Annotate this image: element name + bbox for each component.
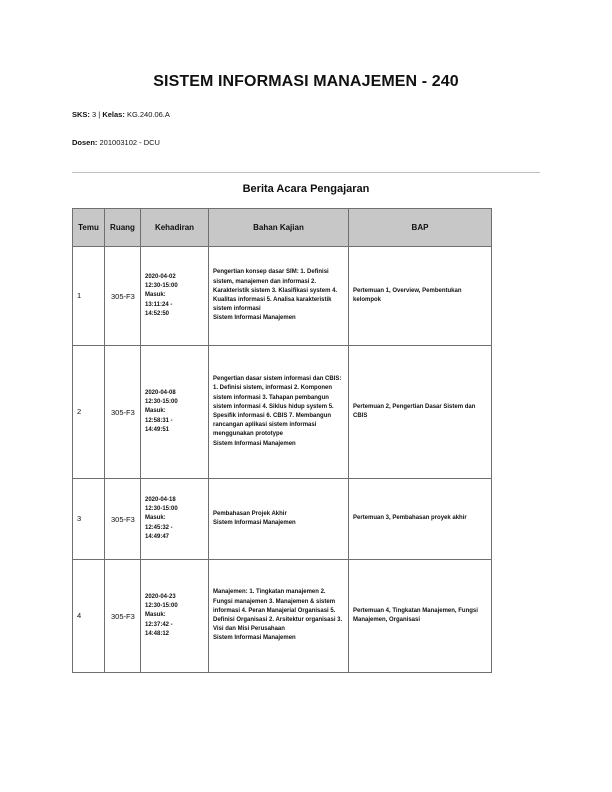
table-row — [73, 479, 492, 560]
ruang-cell: 305-F3 — [105, 479, 141, 560]
kehadiran-in: 12:58:31 - — [145, 417, 173, 424]
course-name: Sistem Informasi Manajemen — [213, 315, 296, 322]
sks-value: 3 — [92, 110, 97, 119]
temu-cell: 2 — [73, 346, 105, 479]
bap-cell: Pertemuan 1, Overview, Pembentukan kelompok — [349, 247, 492, 346]
kehadiran-in: 13:11:24 - — [145, 301, 173, 308]
section-title: Berita Acara Pengajaran — [242, 183, 370, 195]
kehadiran-cell — [141, 247, 209, 346]
bap-cell: Pertemuan 3, Pembahasan proyek akhir — [349, 479, 492, 560]
kehadiran-date: 2020-04-08 — [145, 389, 176, 396]
kehadiran-time: 12:30-15:00 — [145, 283, 178, 290]
table-row — [73, 247, 492, 346]
kehadiran-out: 14:49:51 — [145, 426, 170, 433]
column-header-kehadiran: Kehadiran — [141, 209, 209, 247]
column-header-bap: BAP — [349, 209, 492, 247]
kehadiran-label: Masuk: — [145, 408, 166, 415]
course-meta — [72, 110, 170, 119]
dosen-value: 201003102 - DCU — [99, 138, 160, 147]
kehadiran-time: 12:30-15:00 — [145, 506, 178, 513]
bahan-kajian-text: Pembahasan Projek Akhir — [213, 510, 287, 517]
kelas-label: Kelas: — [102, 110, 125, 119]
kehadiran-date: 2020-04-23 — [145, 593, 176, 600]
dosen-label: Dosen: — [72, 138, 98, 147]
kehadiran-cell — [141, 346, 209, 479]
column-header-ruang: Ruang — [105, 209, 141, 247]
bahan-kajian-cell — [209, 346, 349, 479]
ruang-cell: 305-F3 — [105, 560, 141, 673]
kehadiran-out: 14:48:12 — [145, 630, 170, 637]
lecturer-meta — [72, 138, 160, 147]
bahan-kajian-text: Pengertian konsep dasar SIM: 1. Definisi sistem, manajemen dan informasi 2. Karakteristik sistem 3. Klasifikasi system 4. Kualitas informasi 5. Analisa karakteristik sistem informasi — [213, 269, 338, 313]
meta-separator: | — [98, 110, 101, 119]
sks-label: SKS: — [72, 110, 90, 119]
kehadiran-label: Masuk: — [145, 612, 166, 619]
bahan-kajian-text: Pengertian dasar sistem informasi dan CBIS: 1. Definisi sistem, informasi 2. Komponen sistem informasi 3. Tahapan pembangun sistem informasi 4. Siklus hidup system 5. Spesifik informasi 6. CBIS 7. Membangun rancangan aplikasi sistem informasi menggunakan prototype — [213, 376, 342, 438]
temu-cell: 1 — [73, 247, 105, 346]
bahan-kajian-cell — [209, 479, 349, 560]
temu-cell: 3 — [73, 479, 105, 560]
ruang-cell: 305-F3 — [105, 346, 141, 479]
kehadiran-in: 12:45:32 - — [145, 524, 173, 531]
kehadiran-date: 2020-04-02 — [145, 273, 176, 280]
kehadiran-cell — [141, 479, 209, 560]
kehadiran-out: 14:52:50 — [145, 310, 170, 317]
table-row — [73, 346, 492, 479]
bap-table — [72, 208, 492, 673]
kehadiran-label: Masuk: — [145, 292, 166, 299]
ruang-cell: 305-F3 — [105, 247, 141, 346]
column-header-bahan-kajian: Bahan Kajian — [209, 209, 349, 247]
kehadiran-in: 12:37:42 - — [145, 621, 173, 628]
table-header-row — [73, 209, 492, 247]
page-title: SISTEM INFORMASI MANAJEMEN - 240 — [153, 73, 459, 90]
table-row — [73, 560, 492, 673]
kehadiran-date: 2020-04-18 — [145, 496, 176, 503]
kehadiran-time: 12:30-15:00 — [145, 399, 178, 406]
bahan-kajian-cell — [209, 560, 349, 673]
bahan-kajian-text: Manajemen: 1. Tingkatan manajemen 2. Fungsi manajemen 3. Manajemen & sistem informasi 4. Peran Manajerial Organisasi 5. Definisi Organisasi 2. Arsitektur organisasi 3. Visi dan Misi Perusahaan — [213, 589, 343, 633]
kehadiran-cell — [141, 560, 209, 673]
bap-cell: Pertemuan 4, Tingkatan Manajemen, Fungsi Manajemen, Organisasi — [349, 560, 492, 673]
kehadiran-time: 12:30-15:00 — [145, 603, 178, 610]
kehadiran-out: 14:49:47 — [145, 533, 170, 540]
course-name: Sistem Informasi Manajemen — [213, 520, 296, 526]
bap-cell: Pertemuan 2, Pengertian Dasar Sistem dan CBIS — [349, 346, 492, 479]
course-name: Sistem Informasi Manajemen — [213, 635, 296, 642]
course-name: Sistem Informasi Manajemen — [213, 440, 296, 447]
divider — [72, 172, 540, 173]
column-header-temu: Temu — [73, 209, 105, 247]
bahan-kajian-cell — [209, 247, 349, 346]
temu-cell: 4 — [73, 560, 105, 673]
kelas-value: KG.240.06.A — [126, 110, 170, 119]
kehadiran-label: Masuk: — [145, 515, 166, 522]
